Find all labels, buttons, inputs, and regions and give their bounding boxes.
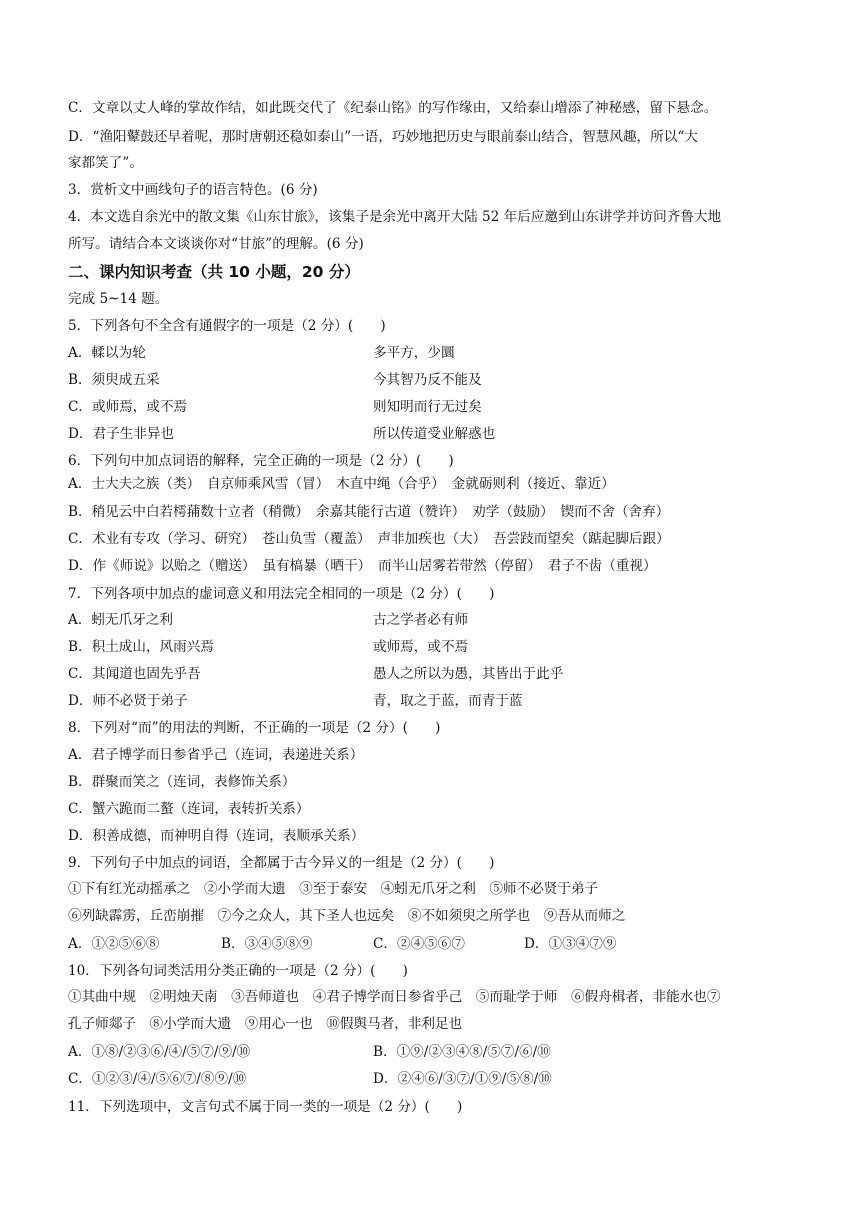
q2-option-d-line1: D．“渔阳鼙鼓还早着呢，那时唐朝还稳如泰山”一语，巧妙地把历史与眼前泰山结合，智慧风趣，所以“大	[68, 129, 698, 145]
q7-option-b-right: 或师焉，或不焉	[373, 639, 469, 655]
q6-option-d: D．作《师说》以贻之（赠送） 虽有槁暴（晒干） 而半山居雾若带然（停留） 君子不齿（重视）	[68, 558, 657, 574]
q7-option-a-right: 古之学者必有师	[373, 612, 469, 628]
q2-option-c: C．文章以丈人峰的掌故作结，如此既交代了《纪泰山铭》的写作缘由，又给泰山增添了神秘感，留下悬念。	[68, 100, 718, 116]
q9-option-a: A．①②⑤⑥⑧	[68, 936, 160, 952]
q8-option-d: D．积善成德，而神明自得（连词，表顺承关系）	[68, 828, 365, 844]
q10-stem: 10．下列各句词类活用分类正确的一项是（2 分）( )	[68, 963, 408, 979]
q6-option-b: B．稍见云中白若樗蒱数十立者（稍微） 余嘉其能行古道（赞许） 劝学（鼓励） 锲而不舍（舍弃）	[68, 504, 670, 520]
q5-option-c-right: 则知明而行无过矣	[373, 399, 482, 415]
q9-items-line1: ①下有红光动摇承之 ②小学而大遗 ③至于泰安 ④蚓无爪牙之利 ⑤师不必贤于弟子	[68, 881, 599, 897]
q5-option-d-left: D．君子生非异也	[68, 426, 175, 442]
q7-option-c-right: 愚人之所以为愚，其皆出于此乎	[373, 666, 564, 682]
q2-option-d-line2: 家都笑了”。	[68, 155, 143, 171]
q10-option-d: D．②④⑥/③⑦/①⑨/⑤⑧/⑩	[373, 1071, 552, 1087]
q10-option-a: A．①⑧/②③⑥/④/⑤⑦/⑨/⑩	[68, 1044, 251, 1060]
q7-option-d-right: 青，取之于蓝，而青于蓝	[373, 693, 523, 709]
q4-stem-line1: 4．本文选自余光中的散文集《山东甘旅》，该集子是余光中离开大陆 52 年后应邀到山东讲学并访问齐鲁大地	[68, 209, 722, 225]
q5-option-a-right: 多平方，少圜	[373, 345, 455, 361]
q9-stem: 9．下列句子中加点的词语，全都属于古今异义的一组是（2 分）( )	[68, 855, 495, 871]
q9-items-line2: ⑥列缺霹雳，丘峦崩摧 ⑦今之众人，其下圣人也远矣 ⑧不如须臾之所学也 ⑨吾从而师之	[68, 908, 626, 924]
q10-option-c: C．①②③/④/⑤⑥⑦/⑧⑨/⑩	[68, 1071, 247, 1087]
q10-option-b: B．①⑨/②③④⑧/⑤⑦/⑥/⑩	[373, 1044, 551, 1060]
q9-option-b: B．③④⑤⑧⑨	[221, 936, 313, 952]
q5-stem: 5．下列各句不全含有通假字的一项是（2 分）( )	[68, 318, 386, 334]
q6-stem: 6．下列句中加点词语的解释，完全正确的一项是（2 分）( )	[68, 453, 454, 469]
q9-option-d: D．①③④⑦⑨	[524, 936, 617, 952]
q9-option-c: C．②④⑤⑥⑦	[373, 936, 465, 952]
q5-option-b-right: 今其智乃反不能及	[373, 372, 482, 388]
q7-option-b-left: B．积土成山，风雨兴焉	[68, 639, 214, 655]
q11-stem: 11．下列选项中，文言句式不属于同一类的一项是（2 分）( )	[68, 1099, 463, 1115]
q3-stem: 3．赏析文中画线句子的语言特色。(6 分)	[68, 182, 318, 198]
section-heading: 二、课内知识考查（共 10 小题，20 分）	[68, 263, 360, 281]
q7-option-d-left: D．师不必贤于弟子	[68, 693, 188, 709]
q10-items-line1: ①其曲中规 ②明烛天南 ③吾师道也 ④君子博学而日参省乎己 ⑤而耻学于师 ⑥假舟楫者，非能水也⑦	[68, 989, 721, 1005]
q6-option-c: C．术业有专攻（学习、研究） 苍山负雪（覆盖） 声非加疾也（大） 吾尝跂而望矣（踮起脚后跟）	[68, 531, 670, 547]
q8-option-a: A．君子博学而日参省乎己（连词，表递进关系）	[68, 747, 364, 763]
q10-items-line2: 孔子师郯子 ⑧小学而大遗 ⑨用心一也 ⑩假舆马者，非利足也	[68, 1016, 463, 1032]
q7-option-a-left: A．蚓无爪牙之利	[68, 612, 173, 628]
q8-stem: 8．下列对“而”的用法的判断，不正确的一项是（2 分）( )	[68, 720, 441, 736]
q7-option-c-left: C．其闻道也固先乎吾	[68, 666, 201, 682]
q6-option-a: A．士大夫之族（类） 自京师乘风雪（冒） 木直中绳（合乎） 金就砺则利（接近、靠近）	[68, 476, 615, 492]
q8-option-b: B．群聚而笑之（连词，表修饰关系）	[68, 774, 296, 790]
q5-option-a-left: A．輮以为轮	[68, 345, 146, 361]
q5-option-b-left: B．须臾成五采	[68, 372, 160, 388]
q5-option-c-left: C．或师焉，或不焉	[68, 399, 188, 415]
section-instruction: 完成 5~14 题。	[68, 291, 169, 307]
q4-stem-line2: 所写。请结合本文谈谈你对“甘旅”的理解。(6 分)	[68, 236, 364, 252]
q7-stem: 7．下列各项中加点的虚词意义和用法完全相同的一项是（2 分）( )	[68, 586, 495, 602]
q8-option-c: C．蟹六跪而二螯（连词，表转折关系）	[68, 801, 310, 817]
q5-option-d-right: 所以传道受业解惑也	[373, 426, 496, 442]
